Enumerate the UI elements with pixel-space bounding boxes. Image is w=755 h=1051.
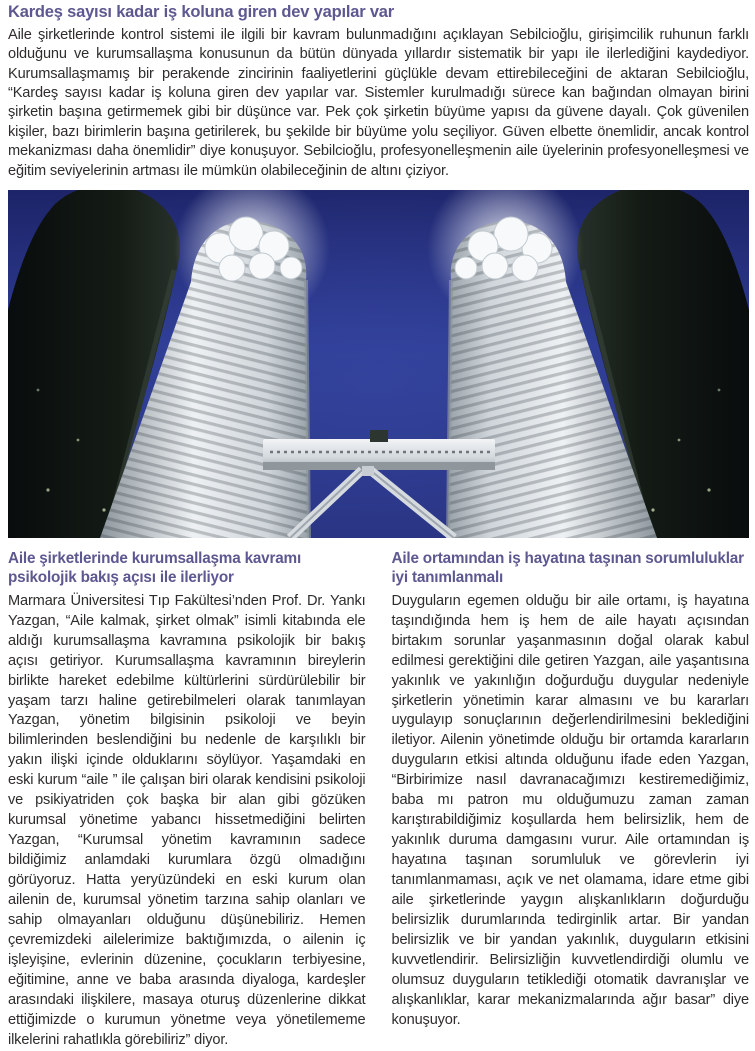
twin-towers-illustration [8,190,749,538]
twin-towers-photo [8,190,749,538]
column-right-paragraph: Duyguların egemen olduğu bir aile ortamı, iş hayatına taşındığında hem iş hem de aile hayatı açısından birtakım sorunlar yaşanmasının doğal olarak kabul edilmesi gerektiğini dile getiren Yazgan, aile yaşantısına yakınlık ve yakınlığın doğurduğu duygular nedeniyle şirketlerin yönetimin karar almasını ve bu kararları uygulayıp sonuçlarının değerlendirilmesini beklediğini iletiyor. Ailenin yönetimde olduğu bir ortamda kararların duyguların etkisi altında olduğunu ifade eden Yazgan, “Birbirimize nasıl davranacağımızı kestiremediğimiz, baba mı patron mu olduğumuzu zaman zaman karıştırabildiğimiz koşullarda hem belirsizlik, hem de yakınlık duruma damgasını vurur. Aile ortamından iş hayatına taşınan sorumluluk ve görevlerin iyi tanımlanmaması, açık ve net olamama, idare etme gibi aile şirketlerinde yaygın alışkanlıkların doğurduğu belirsizlik durumlarında tedirginlik artar. Bir yandan belirsizlik ve bir yandan yakınlık, duyguların etkisini kuvvetlendirir. Belirsizliğin kuvvetlendirdiği olumlu ve olumsuz duyguların tetiklediği otomatik davranışlar ve alışkanlıklar, karar mekanizmalarında ağır basar” diye konuşuyor. [391,592,749,1029]
column-left-paragraph: Marmara Üniversitesi Tıp Fakültesi’nden Prof. Dr. Yankı Yazgan, “Aile kalmak, şirket olmak” isimli kitabında ele aldığı kurumsallaşma kavramına psikolojik bir bakış açısı getiriyor. Kurumsallaşma kavramının bireylerin birlikte hareket edebilme kültürlerini sürdürülebilir bir yaşam tarzı haline getirebilmeleri olarak tanımlayan Yazgan, yönetim bilgisinin psikoloji ve beyin bilimlerinden beslendiğini bu nedenle de karşılıklı bir yakın ilişki içinde olduklarını söylüyor. Yaşamdaki en eski kurum “aile ” ile çalışan biri olarak kendisini psikoloji ve psikiyatriden çok başka bir alan gibi gözüken kurumsal yönetime yabancı hissetmediğini belirten Yazgan, “Kurumsal yönetim kavramının sadece bildiğimiz anlamdaki kurumlara özgü olmadığını görüyoruz. Hatta yeryüzündeki en eski kurum olan ailenin de, kurumsal yönetim tarzına sahip olanları ve sahip olmayanları olduğunu düşünebiliriz. Hemen çevremizdeki ailelerimize baktığımızda, o ailenin iç işleyişine, evlerinin düzenine, çocukların terbiyesine, eğitimine, anne ve baba arasında diyaloga, kardeşler arasındaki ilişkilere, masaya oturuş düzenlerine dikkat ettiğimizde o kurumun yönetme veya yönetilememe ilkelerini rahatlıkla görebiliriz” diyor. [8,592,366,1049]
lead-heading: Kardeş sayısı kadar iş koluna giren dev yapılar var [8,3,395,21]
column-right-heading: Aile ortamından iş hayatına taşınan sorumluluklar iyi tanımlanmalı [391,550,744,587]
lead-paragraph: Aile şirketlerinde kontrol sistemi ile ilgili bir kavram bulunmadığını açıklayan Sebilcioğlu, girişimcilik ruhunun farklı olduğunu ve kurumsallaşma konusunun da bütün dünyada yıllardır sistematik bir yapı ile ilerlediğini kaydediyor. Kurumsallaşmamış bir perakende zincirinin faaliyetlerini güçlükle devam ettirebileceğini de aktaran Sebilcioğlu, “Kardeş sayısı kadar iş koluna giren dev yapılar var. Sistemler kurulmadığı sürece kan bağından olmayan birini şirketin başına getirmemek gibi bir düşünce var. Pek çok şirketin büyüme yapısı da güvene dayalı. Çok güvenilen kişiler, bazı birimlerin başına getirilerek, bu şekilde bir büyüme yolu seçiliyor. Güven elbette önemlidir, ancak kontrol mekanizması daha önemlidir” diye konuşuyor. Sebilcioğlu, profesyonelleşmenin aile üyelerinin profesyonelleşmesi ve eğitim seviyelerinin artması ile mümkün olabileceğinin de altını çiziyor. [8,26,749,179]
column-right [392,549,750,1051]
column-left-heading: Aile şirketlerinde kurumsallaşma kavramı psikolojik bakış açısı ile ilerliyor [8,550,302,587]
two-column-section [8,549,749,1051]
column-left [8,549,366,1051]
